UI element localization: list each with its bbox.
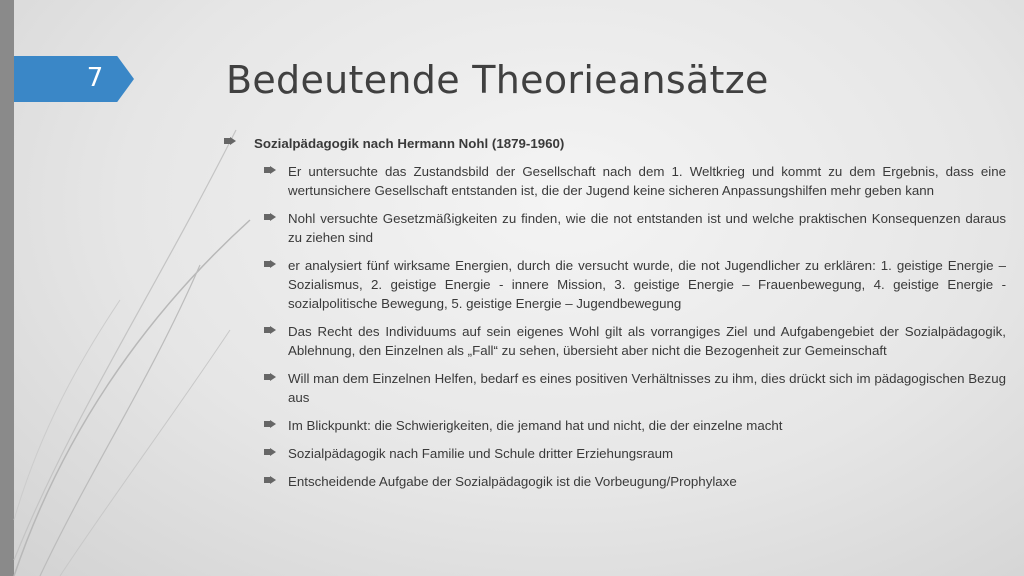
list-item-text: er analysiert fünf wirksame Energien, durch die versucht wurde, die not Jugendlicher zu erklären: 1. geistige Energie – Sozialismus, 2. geistige Energie - innere Mission, 3. geistige Energie – Frauenbewegung, 4. geistige Energie - sozialpolitische Bewegung, 5. geistige Energie – Jugendbewegung	[288, 258, 1006, 311]
list-item	[222, 256, 1006, 313]
list-item	[222, 322, 1006, 360]
slide-title: Bedeutende Theorieansätze	[226, 58, 769, 102]
list-item-text: Nohl versuchte Gesetzmäßigkeiten zu finden, wie die not entstanden ist und welche praktischen Konsequenzen daraus zu ziehen sind	[288, 211, 1006, 245]
arrow-right-icon	[264, 420, 276, 428]
arrow-right-icon	[264, 213, 276, 221]
list-heading-item	[222, 133, 1006, 153]
arrow-right-icon	[264, 260, 276, 268]
list-item	[222, 209, 1006, 247]
list-heading: Sozialpädagogik nach Hermann Nohl (1879-1960)	[254, 136, 565, 151]
list-item-text: Er untersuchte das Zustandsbild der Gesellschaft nach dem 1. Weltkrieg und kommt zu dem Ergebnis, dass eine wertunsichere Gesellschaft entstanden ist, die der Jugend keine sicheren Anpassungshilfen mehr geben kann	[288, 164, 1006, 198]
list-item-text: Entscheidende Aufgabe der Sozialpädagogik ist die Vorbeugung/Prophylaxe	[288, 474, 737, 489]
list-item-text: Sozialpädagogik nach Familie und Schule dritter Erziehungsraum	[288, 446, 674, 461]
arrow-right-icon	[264, 448, 276, 456]
list-item	[222, 416, 1006, 435]
arrow-right-icon	[264, 326, 276, 334]
list-item-text: Will man dem Einzelnen Helfen, bedarf es eines positiven Verhältnisses zu ihm, dies drückt sich im pädagogischen Bezug aus	[288, 371, 1006, 405]
list-item	[222, 472, 1006, 491]
list-item-text: Das Recht des Individuums auf sein eigenes Wohl gilt als vorrangiges Ziel und Aufgabengebiet der Sozialpädagogik, Ablehnung, den Einzelnen als „Fall“ zu sehen, übersieht aber nicht die Bezogenheit zur Gemeinschaft	[288, 324, 1006, 358]
list-item	[222, 444, 1006, 463]
arrow-right-icon	[264, 166, 276, 174]
arrow-right-icon	[264, 476, 276, 484]
arrow-right-icon	[264, 373, 276, 381]
list-item	[222, 369, 1006, 407]
list-item	[222, 162, 1006, 200]
list-item-text: Im Blickpunkt: die Schwierigkeiten, die jemand hat und nicht, die der einzelne macht	[288, 418, 783, 433]
slide-number: 7	[86, 63, 104, 93]
arrow-right-icon	[224, 137, 236, 145]
content-area	[222, 133, 1006, 500]
